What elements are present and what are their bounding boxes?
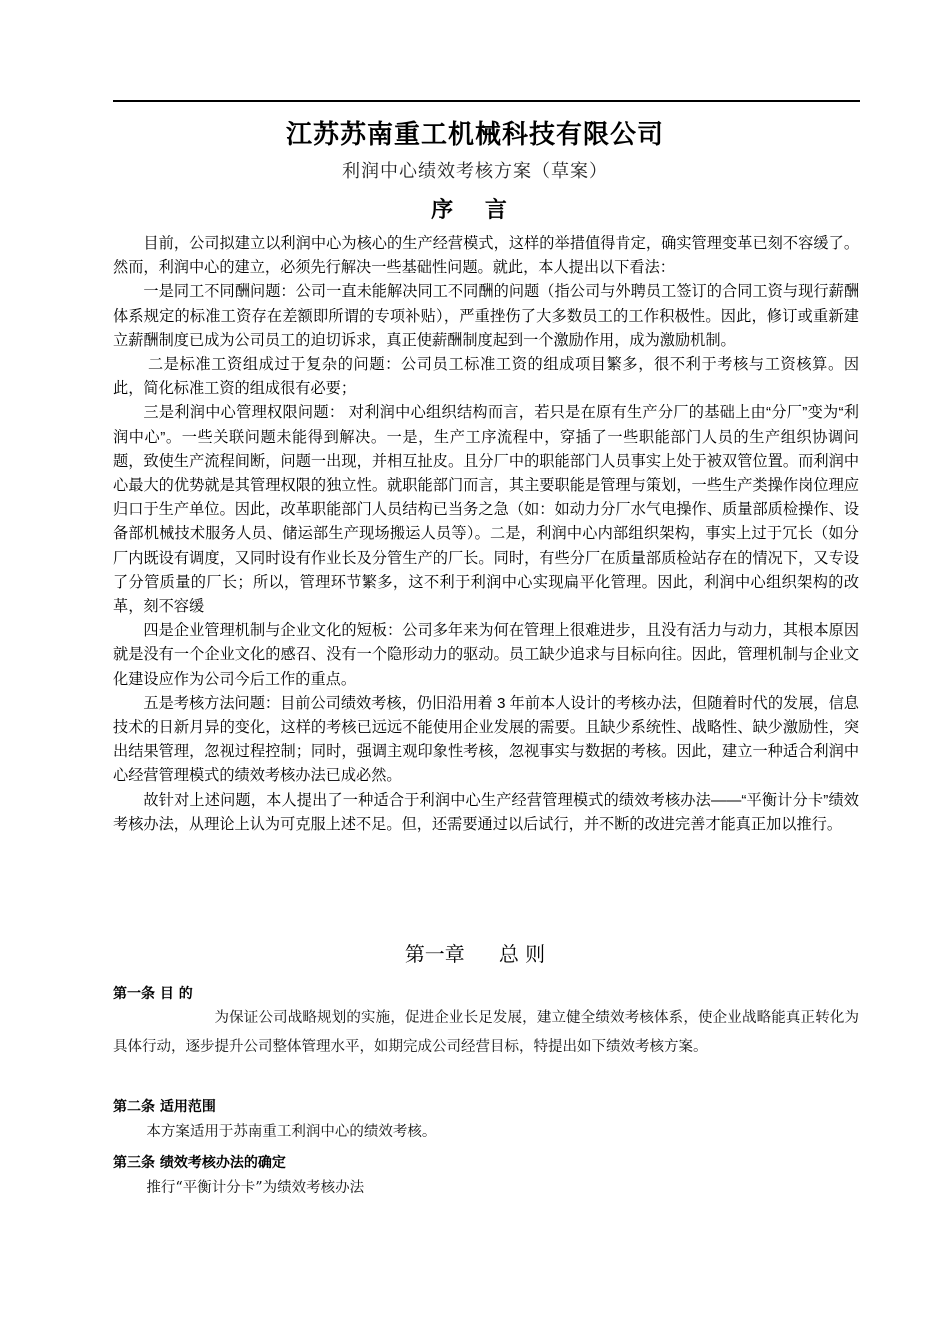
article-2-body xyxy=(113,1118,859,1147)
preface-paragraph: 二是标准工资组成过于复杂的问题：公司员工标准工资的组成项目繁多，很不利于考核与工资核算。因此，简化标准工资的组成很有必要； xyxy=(113,356,859,398)
article-1-heading: 第一条 目 的 xyxy=(113,986,193,1002)
article-1-body xyxy=(113,1004,859,1062)
header-rule xyxy=(113,100,860,102)
preface-paragraph: 故针对上述问题，本人提出了一种适合于利润中心生产经营管理模式的绩效考核办法——“平衡计分卡”绩效考核办法，从理论上认为可克服上述不足。但，还需要通过以后试行，并不断的改进完善才能真正加以推行。 xyxy=(113,791,859,833)
preface-paragraph: 目前，公司拟建立以利润中心为核心的生产经营模式，这样的举措值得肯定，确实管理变革已刻不容缓了。然而，利润中心的建立，必须先行解决一些基础性问题。就此，本人提出以下看法： xyxy=(113,235,859,277)
chapter-number: 第一章 xyxy=(404,942,465,966)
preface-title: 序 言 xyxy=(431,198,519,223)
article-2-heading: 第二条 适用范围 xyxy=(113,1099,216,1115)
chapter-title: 总 则 xyxy=(498,942,546,966)
preface-body xyxy=(113,232,859,837)
document-subtitle: 利润中心绩效考核方案（草案） xyxy=(342,161,608,182)
chapter-heading xyxy=(0,938,950,967)
preface-paragraph: 五是考核方法问题：目前公司绩效考核，仍旧沿用着 3 年前本人设计的考核办法，但随着时代的发展，信息技术的日新月异的变化，这样的考核已远远不能使用企业发展的需要。且缺少系统性、战略性、缺少激励性，突出结果管理，忽视过程控制；同时，强调主观印象性考核，忽视事实与数据的考核。因此，建立一种适合利润中心经营管理模式的绩效考核办法已成必然。 xyxy=(113,694,859,785)
article-1-text: 为保证公司战略规划的实施，促进企业长足发展，建立健全绩效考核体系，使企业战略能真正转化为具体行动，逐步提升公司整体管理水平，如期完成公司经营目标，特提出如下绩效考核方案。 xyxy=(113,1010,859,1055)
article-3-heading: 第三条 绩效考核办法的确定 xyxy=(113,1155,286,1171)
company-name: 江苏苏南重工机械科技有限公司 xyxy=(285,120,664,150)
preface-paragraph: 一是同工不同酬问题：公司一直未能解决同工不同酬的问题（指公司与外聘员工签订的合同工资与现行薪酬体系规定的标准工资存在差额即所谓的专项补贴），严重挫伤了大多数员工的工作积极性。因此，修订或重新建立薪酬制度已成为公司员工的迫切诉求，真正使薪酬制度起到一个激励作用，成为激励机制。 xyxy=(113,283,859,349)
preface-paragraph: 三是利润中心管理权限问题： 对利润中心组织结构而言，若只是在原有生产分厂的基础上由“分厂”变为“利润中心”。一些关联问题未能得到解决。一是，生产工序流程中，穿插了一些职能部门人员的生产组织协调问题，致使生产流程间断，问题一出现，并相互扯皮。且分厂中的职能部门人员事实上处于被双管位置。而利润中心最大的优势就是其管理权限的独立性。就职能部门而言，其主要职能是管理与策划，一些生产类操作岗位理应归口于生产单位。因此，改革职能部门人员结构已当务之急（如：如动力分厂水气电操作、质量部质检操作、设备部机械技术服务人员、储运部生产现场搬运人员等）。二是，利润中心内部组织架构，事实上过于冗长（如分厂内既设有调度，又同时设有作业长及分管生产的厂长。同时，有些分厂在质量部质检站存在的情况下，又专设了分管质量的厂长；所以，管理环节繁多，这不利于利润中心实现扁平化管理。因此，利润中心组织架构的改革，刻不容缓 xyxy=(113,404,859,616)
article-3-text: 推行“平衡计分卡”为绩效考核办法 xyxy=(146,1180,365,1196)
article-3-body xyxy=(113,1174,859,1203)
preface-paragraph: 四是企业管理机制与企业文化的短板：公司多年来为何在管理上很难进步，且没有活力与动力，其根本原因就是没有一个企业文化的感召、没有一个隐形动力的驱动。员工缺少追求与目标向往。因此，管理机制与企业文化建设应作为公司今后工作的重点。 xyxy=(113,622,859,688)
article-2-text: 本方案适用于苏南重工利润中心的绩效考核。 xyxy=(146,1124,437,1140)
